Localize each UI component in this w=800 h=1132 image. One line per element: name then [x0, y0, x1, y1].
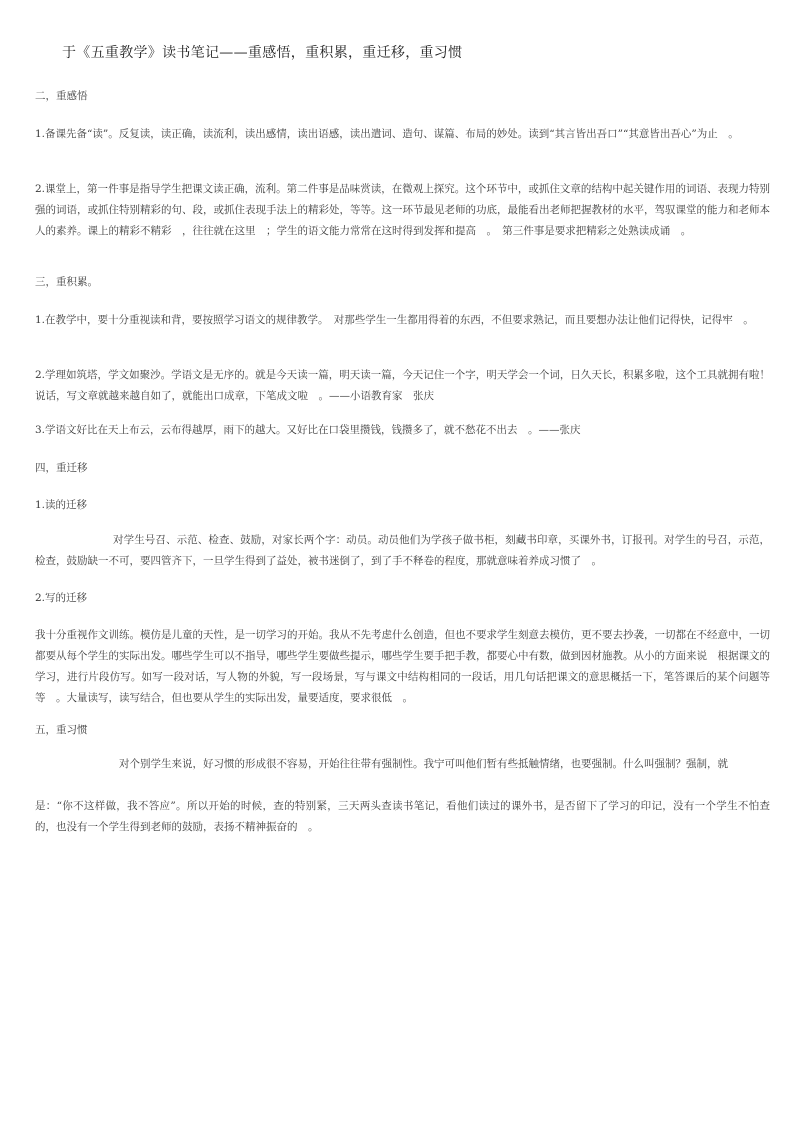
paragraph-2-1: 1.备课先备“读”。反复读，读正确，读流利，读出感情，读出语感，读出遣词、造句、谋篇、布局的妙处。读到“其言皆出吾口”“其意皆出吾心”为止 。 — [35, 128, 739, 140]
subheading-4-2: 2.写的迁移 — [35, 592, 88, 604]
paragraph-4-1: 对学生号召、示范、检查、鼓励，对家长两个字：动员。动员他们为学孩子做书柜，刻藏书印章，买课外书，订报刊。对学生的号召，示范，检查，鼓励缺一不可，要四管齐下，一旦学生得到了益处，被书迷倒了，到了手不释卷的程度，那就意味着养成习惯了 。 — [35, 534, 770, 567]
paragraph-5-1b: 是：“你不这样做，我不答应”。所以开始的时候，查的特别紧，三天两头查读书笔记，看他们读过的课外书，是否留下了学习的印记，没有一个学生不怕查的，也没有一个学生得到老师的鼓励，表扬不精神振奋的 。 — [35, 800, 770, 833]
section-heading-5: 五，重习惯 — [35, 724, 88, 736]
paragraph-3-3: 3.学语文好比在天上布云，云布得越厚，雨下的越大。又好比在口袋里攒钱，钱攒多了，就不愁花不出去 。——张庆 — [35, 424, 581, 436]
paragraph-3-2: 2.学理如筑塔，学文如聚沙。学语文是无序的。就是今天读一篇，明天读一篇，今天记住一个字，明天学会一个词，日久天长，积累多啦，这个工具就拥有啦！说话，写文章就越来越自如了，就能出口成章，下笔成文啦 。——小语教育家 张庆 — [35, 369, 770, 402]
section-heading-4: 四，重迁移 — [35, 462, 88, 474]
subheading-4-1: 1.读的迁移 — [35, 499, 88, 511]
paragraph-5-1a: 对个别学生来说，好习惯的形成很不容易，开始往往带有强制性。我宁可叫他们暂有些抵触情绪，也要强制。什么叫强制？强制，就 — [119, 758, 728, 770]
paragraph-4-2: 我十分重视作文训练。模仿是儿童的天性，是一切学习的开始。我从不先考虑什么创造，但也不要求学生刻意去模仿，更不要去抄袭，一切都在不经意中，一切都要从每个学生的实际出发。哪些学生可以不指导，哪些学生要做些提示，哪些学生要手把手教，都要心中有数，做到因材施教。从小的方面来说 根据课文的学习，进行片段仿写。如写一段对话，写人物的外貌，写一段场景，写与课文中结构相同的一段话，用几句话把课文的意思概括一下，笔答课后的某个问题等等 。大量读写，读写结合，但也要从学生的实际出发，量要适度，要求很低 。 — [35, 629, 770, 704]
section-heading-2: 二，重感悟 — [35, 90, 88, 102]
document-title: 于《五重教学》读书笔记——重感悟，重积累，重迁移，重习惯 — [62, 45, 463, 61]
paragraph-3-1: 1.在教学中，要十分重视读和背，要按照学习语文的规律教学。 对那些学生一生都用得着的东西，不但要求熟记，而且要想办法让他们记得快，记得牢 。 — [35, 314, 754, 326]
paragraph-2-2: 2.课堂上，第一件事是指导学生把课文读正确，流利。第二件事是品味赏读，在微观上探究。这个环节中，或抓住文章的结构中起关键作用的词语、表现力特别强的词语，或抓住特别精彩的句、段，或抓住表现手法上的精彩处，等等。这一环节最见老师的功底，最能看出老师把握教材的水平，驾驭课堂的能力和老师本人的素养。课上的精彩不精彩 ，往往就在这里 ；学生的语文能力常常在这时得到发挥和提高 。 第三件事是要求把精彩之处熟读成诵 。 — [35, 183, 770, 237]
section-heading-3: 三，重积累。 — [35, 276, 98, 288]
